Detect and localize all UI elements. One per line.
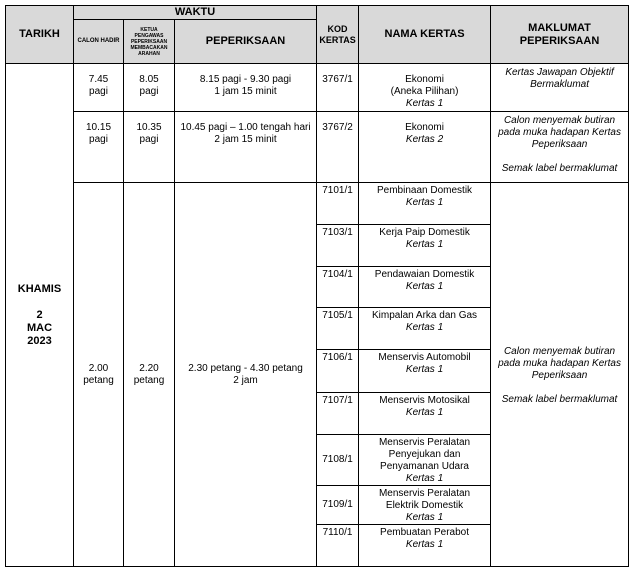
header-tarikh: TARIKH	[6, 6, 74, 64]
header-kod-kertas: KOD KERTAS	[317, 6, 359, 64]
exam-time: 8.15 pagi - 9.30 pagi 1 jam 15 minit	[175, 64, 317, 112]
header-ketua-pengawas: KETUA PENGAWAS PEPERIKSAAN MEMBACAKAN ARAHAN	[124, 20, 175, 64]
exam-schedule-table	[5, 5, 629, 567]
paper-code: 7105/1	[317, 308, 359, 350]
paper-code: 7103/1	[317, 225, 359, 267]
paper-name: Menservis Automobil Kertas 1	[359, 350, 491, 393]
exam-time: 10.45 pagi – 1.00 tengah hari 2 jam 15 minit	[175, 112, 317, 183]
paper-code: 3767/2	[317, 112, 359, 183]
paper-name: Menservis Peralatan Penyejukan dan Penyamanan Udara Kertas 1	[359, 435, 491, 486]
session-row	[6, 64, 629, 112]
header-peperiksaan: PEPERIKSAAN	[175, 20, 317, 64]
paper-code: 7106/1	[317, 350, 359, 393]
exam-date: KHAMIS 2 MAC 2023	[6, 64, 74, 567]
paper-name: Kimpalan Arka dan Gas Kertas 1	[359, 308, 491, 350]
paper-code: 7108/1	[317, 435, 359, 486]
exam-info: Calon menyemak butiran pada muka hadapan Kertas Peperiksaan Semak label bermaklumat	[491, 183, 629, 567]
ketua-pengawas-time: 2.20 petang	[124, 183, 175, 567]
paper-name: Menservis Peralatan Elektrik Domestik Kertas 1	[359, 486, 491, 525]
calon-hadir-time: 7.45 pagi	[74, 64, 124, 112]
exam-time: 2.30 petang - 4.30 petang 2 jam	[175, 183, 317, 567]
paper-name: Menservis Motosikal Kertas 1	[359, 393, 491, 435]
paper-code: 7110/1	[317, 525, 359, 567]
paper-name: Pembinaan Domestik Kertas 1	[359, 183, 491, 225]
paper-row	[6, 183, 629, 225]
calon-hadir-time: 2.00 petang	[74, 183, 124, 567]
session-row	[6, 112, 629, 183]
paper-code: 7109/1	[317, 486, 359, 525]
paper-code: 7104/1	[317, 267, 359, 308]
header-calon-hadir: CALON HADIR	[74, 20, 124, 64]
header-nama-kertas: NAMA KERTAS	[359, 6, 491, 64]
paper-code: 7107/1	[317, 393, 359, 435]
paper-name: Ekonomi (Aneka Pilihan) Kertas 1	[359, 64, 491, 112]
paper-code: 3767/1	[317, 64, 359, 112]
paper-name: Pembuatan Perabot Kertas 1	[359, 525, 491, 567]
header-maklumat: MAKLUMAT PEPERIKSAAN	[491, 6, 629, 64]
paper-name: Ekonomi Kertas 2	[359, 112, 491, 183]
header-waktu: WAKTU	[74, 6, 317, 20]
ketua-pengawas-time: 8.05 pagi	[124, 64, 175, 112]
paper-name: Pendawaian Domestik Kertas 1	[359, 267, 491, 308]
paper-code: 7101/1	[317, 183, 359, 225]
exam-info: Kertas Jawapan Objektif Bermaklumat	[491, 64, 629, 112]
calon-hadir-time: 10.15 pagi	[74, 112, 124, 183]
exam-info: Calon menyemak butiran pada muka hadapan Kertas Peperiksaan Semak label bermaklumat	[491, 112, 629, 183]
paper-name: Kerja Paip Domestik Kertas 1	[359, 225, 491, 267]
ketua-pengawas-time: 10.35 pagi	[124, 112, 175, 183]
